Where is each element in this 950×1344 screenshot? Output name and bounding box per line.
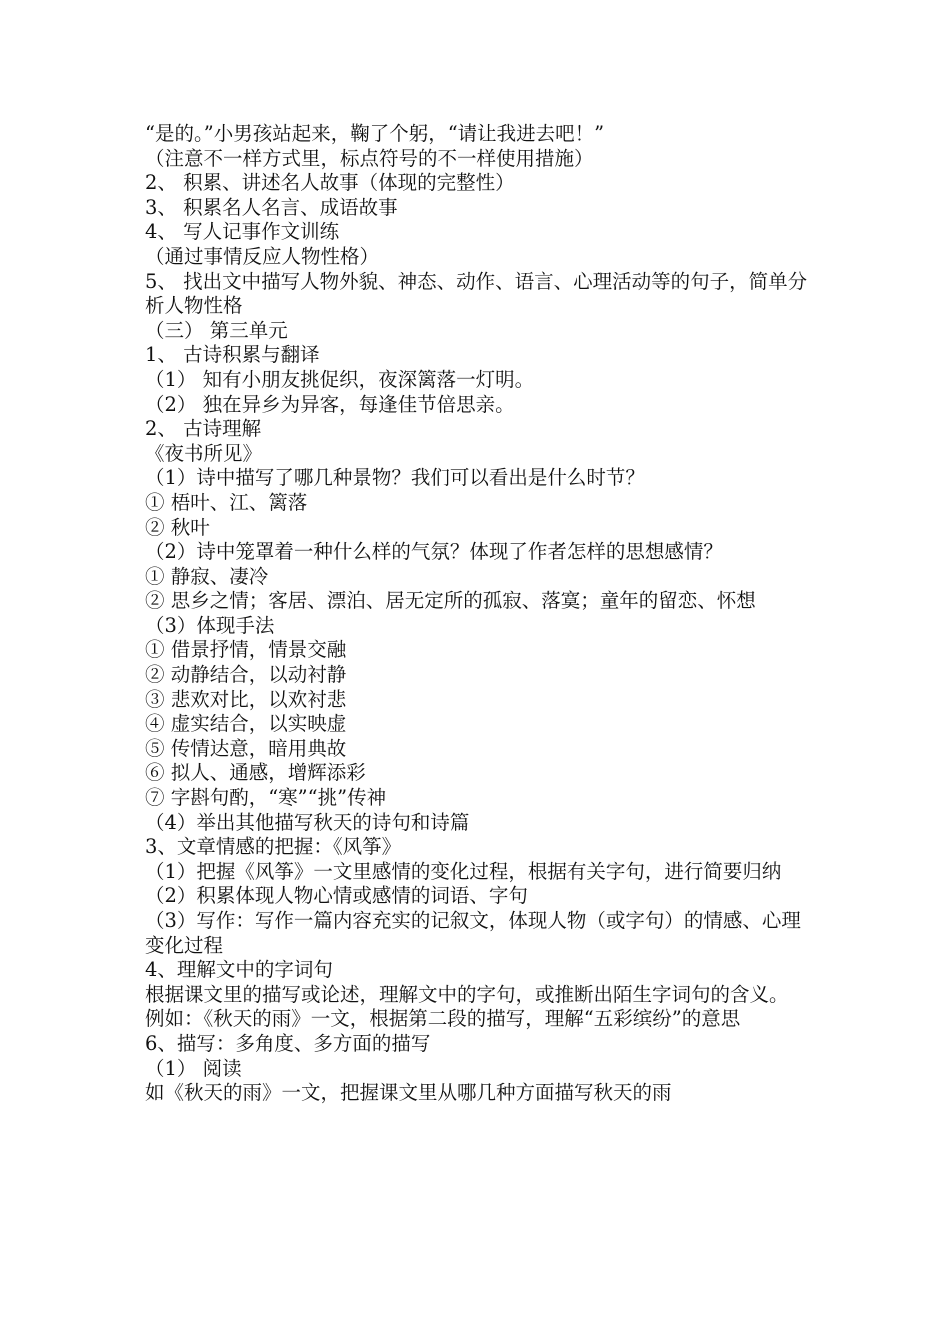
question-line: （3）体现手法 <box>145 613 275 637</box>
answer-line: ③ 悲欢对比，以欢衬悲 <box>145 687 347 711</box>
list-item: 4、 写人记事作文训练 <box>145 220 340 244</box>
poem-line: （1） 知有小朋友挑促织，夜深篱落一灯明。 <box>145 367 535 391</box>
question-line: （1）诗中描写了哪几种景物？我们可以看出是什么时节？ <box>145 466 645 490</box>
text-line: （通过事情反应人物性格） <box>145 244 380 268</box>
list-item: 6、描写：多角度、多方面的描写 <box>145 1031 431 1055</box>
text-line: （2）积累体现人物心情或感情的词语、字句 <box>145 884 528 908</box>
answer-line: ① 借景抒情，情景交融 <box>145 638 347 662</box>
section-heading: （三） 第三单元 <box>145 318 288 342</box>
text-line: 如《秋天的雨》一文，把握课文里从哪几种方面描写秋天的雨 <box>145 1081 672 1105</box>
answer-line: ① 梧叶、江、篱落 <box>145 490 308 514</box>
answer-line: ⑥ 拟人、通感，增辉添彩 <box>145 761 366 785</box>
text-line: （3）写作：写作一篇内容充实的记叙文，体现人物（或字句）的情感、心理变化过程 <box>145 909 801 957</box>
answer-line: ② 思乡之情；客居、漂泊、居无定所的孤寂、落寞；童年的留恋、怀想 <box>145 589 756 613</box>
text-line: 根据课文里的描写或论述，理解文中的字句，或推断出陌生字词句的含义。 <box>145 982 789 1006</box>
answer-line: ⑦ 字斟句酌，“寒”“挑”传神 <box>145 786 387 810</box>
question-line: （2）诗中笼罩着一种什么样的气氛？体现了作者怎样的思想感情？ <box>145 540 723 564</box>
poem-line: （2） 独在异乡为异客，每逢佳节倍思亲。 <box>145 392 515 416</box>
answer-line: ② 动静结合，以动衬静 <box>145 663 347 687</box>
answer-line: ② 秋叶 <box>145 515 210 539</box>
text-line: （1）把握《风筝》一文里感情的变化过程，根据有关字句，进行简要归纳 <box>145 859 782 883</box>
text-line: “是的。”小男孩站起来，鞠了个躬，“请让我进去吧！” <box>145 122 605 145</box>
question-line: （4）举出其他描写秋天的诗句和诗篇 <box>145 810 470 834</box>
list-item: 4、理解文中的字词句 <box>145 958 333 982</box>
text-line: （1） 阅读 <box>145 1056 242 1080</box>
list-item: 5、 找出文中描写人物外貌、神态、动作、语言、心理活动等的句子，简单分析人物性格 <box>145 269 808 318</box>
list-item: 3、文章情感的把握：《风筝》 <box>145 835 402 859</box>
list-item: 3、 积累名人名言、成语故事 <box>145 195 398 219</box>
list-item: 2、 古诗理解 <box>145 417 262 441</box>
text-line: 例如：《秋天的雨》一文，根据第二段的描写，理解“五彩缤纷”的意思 <box>145 1007 741 1031</box>
document-body <box>145 122 810 1106</box>
answer-line: ⑤ 传情达意，暗用典故 <box>145 736 347 760</box>
list-item: 2、 积累、讲述名人故事（体现的完整性） <box>145 171 515 195</box>
list-item: 1、 古诗积累与翻译 <box>145 343 320 367</box>
answer-line: ④ 虚实结合，以实映虚 <box>145 712 347 736</box>
poem-title: 《夜书所见》 <box>145 441 263 465</box>
answer-line: ① 静寂、凄冷 <box>145 564 269 588</box>
text-line: （注意不一样方式里，标点符号的不一样使用措施） <box>145 146 594 170</box>
